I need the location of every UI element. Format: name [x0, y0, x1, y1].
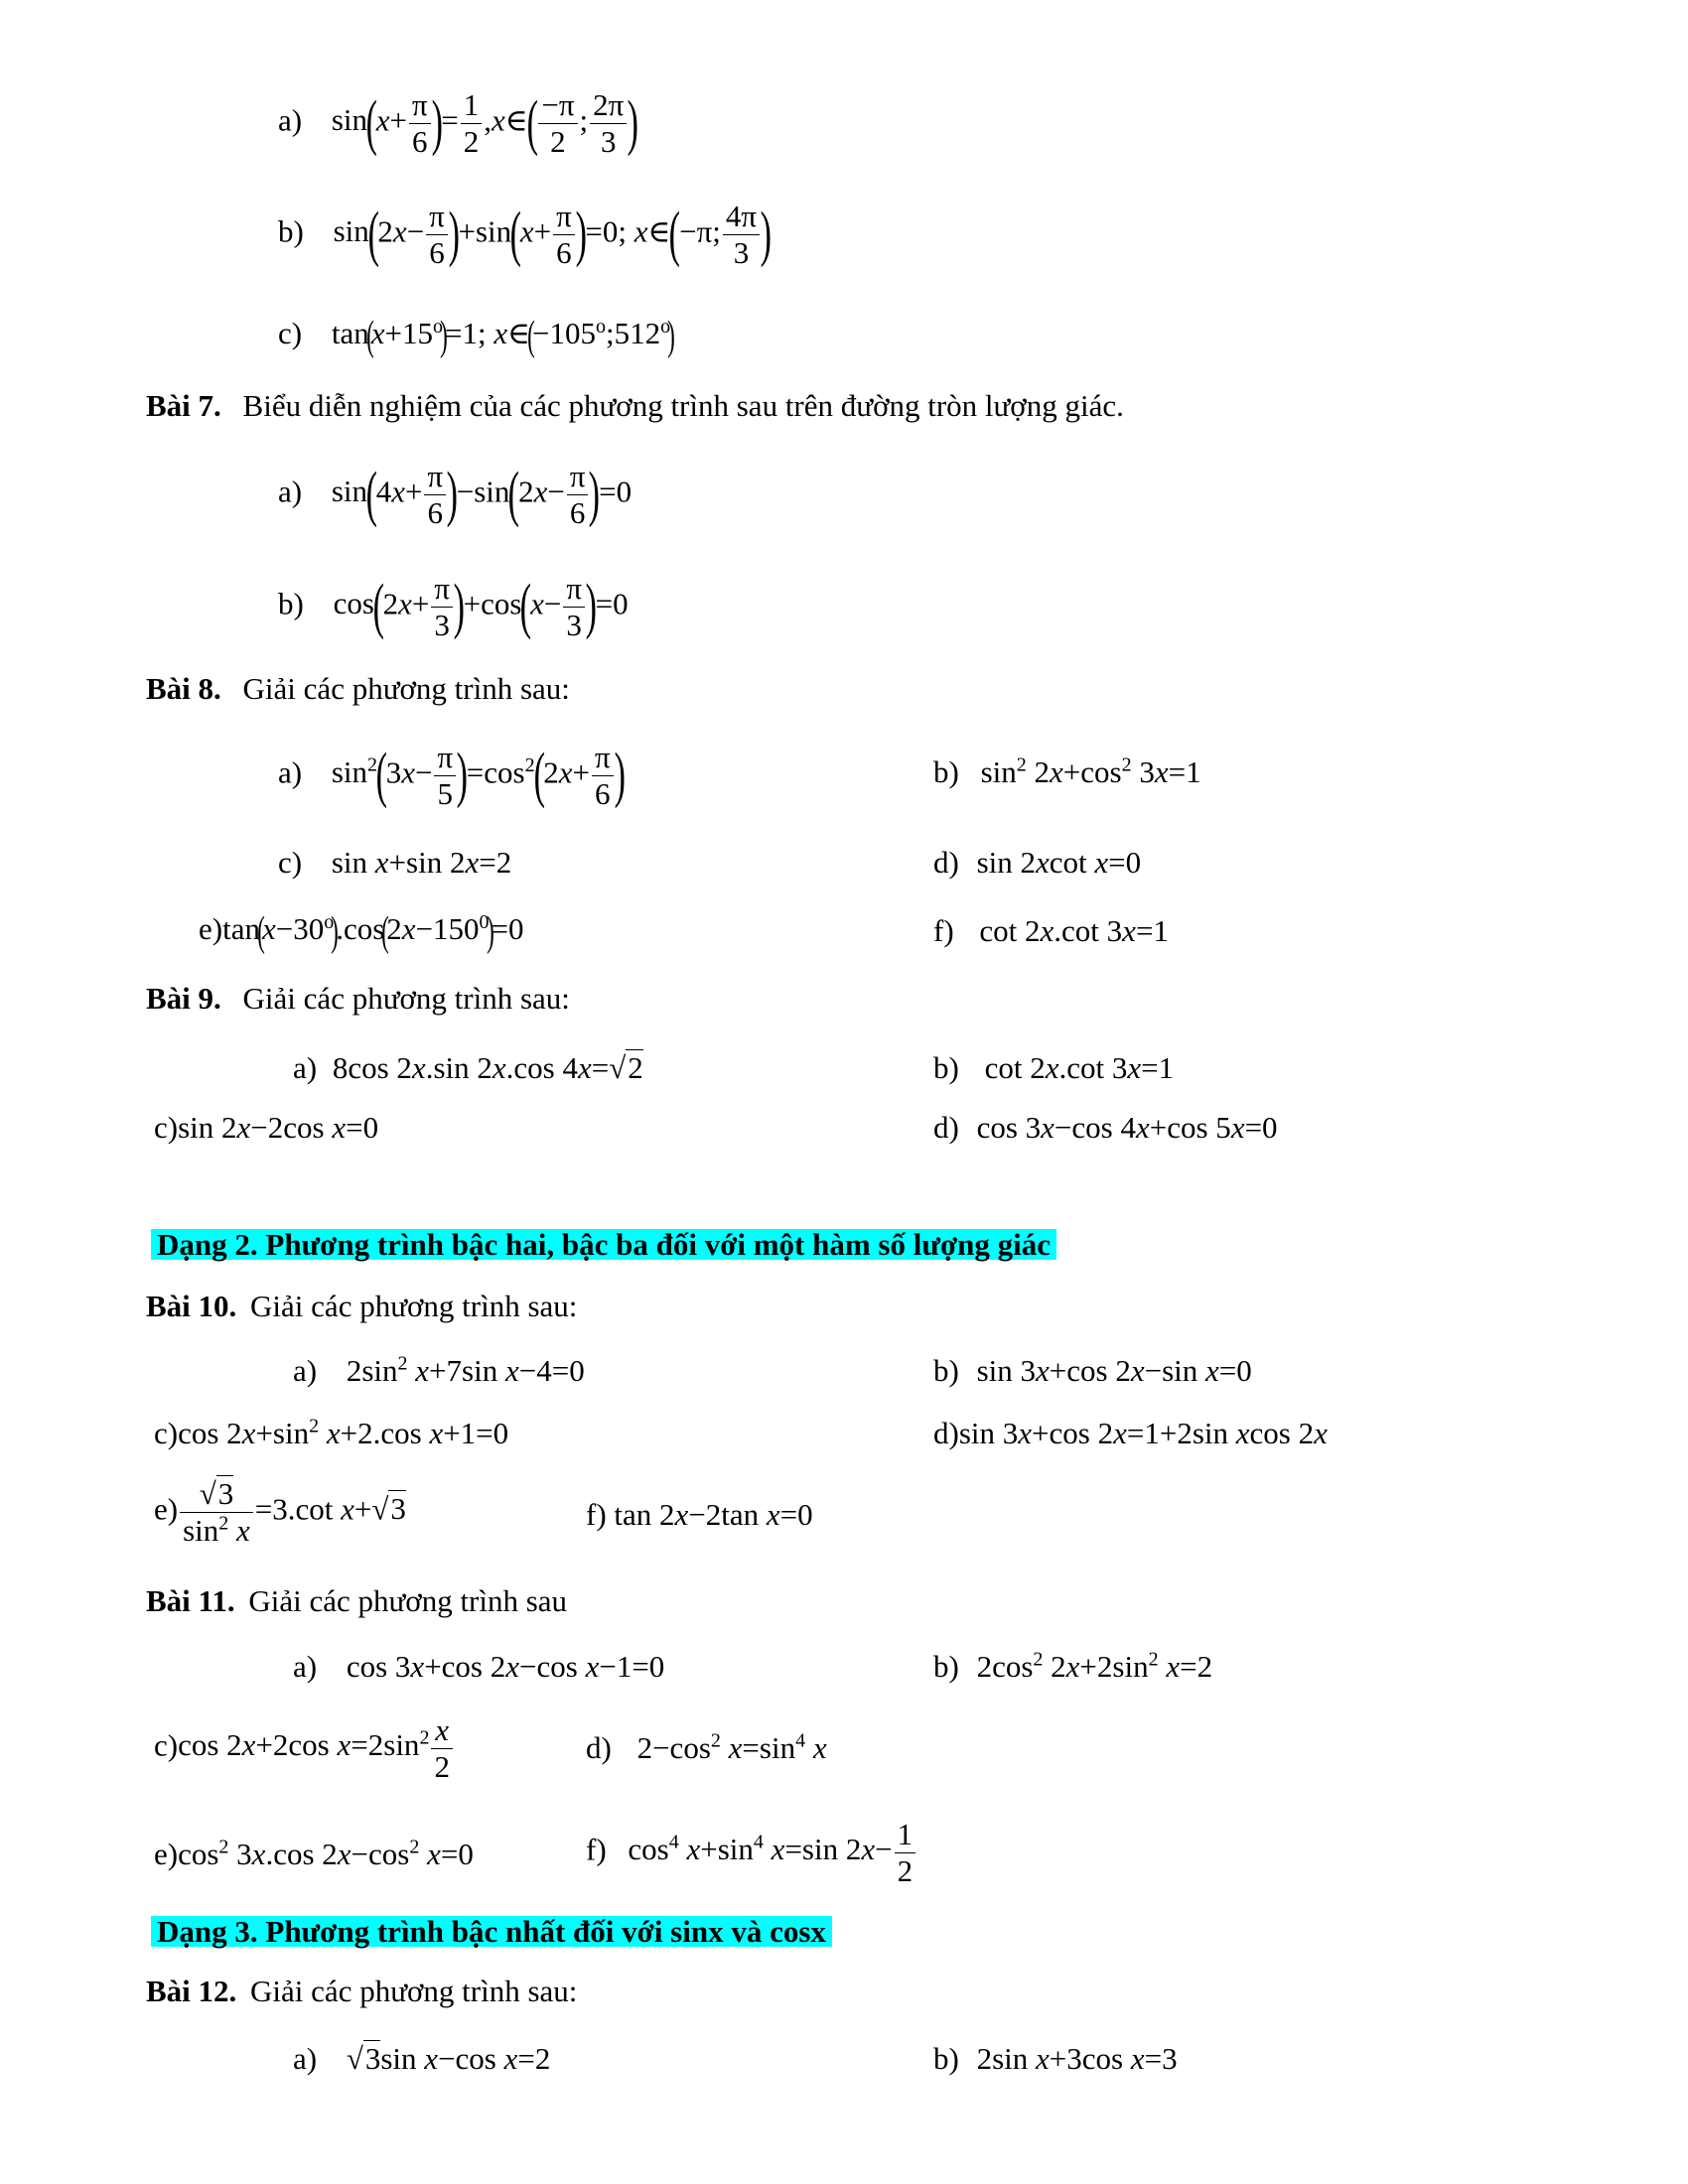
section-dang2 [151, 1229, 1056, 1260]
bai10-f: f) tan 2x−2tan x=0 [586, 1497, 813, 1532]
bai8-c: c) sin x+sin 2x=2 [278, 845, 512, 880]
bai12-b: b) 2sin x+3cos x=3 [933, 2041, 1178, 2076]
bai8-e: $e)\tan(x-30^o).\cos(2x-150^0)=0$ [199, 909, 524, 955]
bai8-d: d) sin 2xcot x=0 [933, 845, 1142, 880]
bai12-a: a) √3sin x−cos x=2 [293, 2041, 551, 2076]
bai11-c: c)cos 2x+2cos $x=2\sin^2$ $\frac{x}{2}$ [154, 1712, 455, 1784]
bai7-a: a) sin(4x+ $\frac{\pi}{6}$ )−sin(2x− $\frac{\pi}{6}$ )=0 [278, 459, 633, 530]
problem-c-line: c) $\tan(x+15^o)=1$; $x\in(-105^o;512^o)$ [278, 314, 676, 359]
heading-bai7 [146, 390, 1124, 421]
problem-a-line: a) sin(x+ $\frac{\pi}{6}$ )= $\frac{1}{2}$ ,x∈( $\frac{-\pi}{2}$ ; $\frac{2\pi}{3}$ ) [278, 87, 639, 159]
label: a) [278, 102, 303, 138]
bai11-d: d) $2-\cos^2$ $x=\sin^4$ x [586, 1729, 827, 1765]
section-title: Dạng 2. Phương trình bậc hai, bậc ba đối với một hàm số lượng giác [151, 1229, 1056, 1260]
bai8-b: b) $\sin^2 2x+\cos^2$ 3x=1 [933, 753, 1201, 789]
bai11-e: $e)\cos^2$ 3x.cos $2x-\cos^2$ x=0 [154, 1836, 474, 1871]
bai9-d: d) cos 3x−cos 4x+cos 5x=0 [933, 1110, 1278, 1145]
bai8-a: a) $\sin^2(3x-$ $\frac{\pi}{5}$ )$=\cos^2(2x+$ $\frac{\pi}{6}$ ) [278, 740, 626, 811]
heading-number: Bài 7. [146, 388, 221, 423]
section-dang3 [151, 1916, 832, 1947]
heading-bai10: Bài 10. Giải các phương trình sau: [146, 1289, 578, 1323]
bai9-b: b) cot 2x.cot 3x=1 [933, 1050, 1175, 1085]
heading-bai12: Bài 12. Giải các phương trình sau: [146, 1974, 578, 2008]
bai9-a: a) 8cos 2x.sin 2x.cos 4x=√2 [293, 1050, 643, 1085]
heading-text: Biểu diễn nghiệm của các phương trình sau trên đường tròn lượng giác. [242, 388, 1124, 423]
bai8-f: f) cot 2x.cot 3x=1 [933, 913, 1169, 948]
heading-bai8: Bài 8. Giải các phương trình sau: [146, 671, 570, 706]
section-title: Dạng 3. Phương trình bậc nhất đối với sinx và cosx [151, 1916, 832, 1947]
problem-b-line: b) sin(2x− $\frac{\pi}{6}$ )+sin(x+ $\frac{\pi}{6}$ )=0; x∈(−π; $\frac{4\pi}{3}$ ) [278, 199, 773, 270]
bai11-b: b) $2\cos^2$ $2x+2\sin^2$ x=2 [933, 1648, 1213, 1684]
bai11-a: a) cos 3x+cos 2x−cos x−1=0 [293, 1649, 665, 1684]
label: b) [278, 213, 304, 249]
bai10-d: d)sin 3x+cos 2x=1+2sin xcos 2x [933, 1416, 1328, 1450]
bai10-e: e) $\frac{√3}{\sin^2 x}$ =3.cot x+√3 [154, 1476, 406, 1548]
bai7-b: b) cos(2x+ $\frac{\pi}{3}$ )+cos(x− $\frac{\pi}{3}$ )=0 [278, 571, 629, 642]
bai10-b: b) sin 3x+cos 2x−sin x=0 [933, 1353, 1252, 1388]
heading-bai9: Bài 9. Giải các phương trình sau: [146, 981, 570, 1016]
bai9-c: c)sin 2x−2cos x=0 [154, 1110, 379, 1145]
bai11-f: f) $\cos^4 x+\sin^4$ x=sin 2x− $\frac{1}{2}$ [586, 1817, 917, 1888]
bai10-a: a) $2\sin^2$ x+7sin x−4=0 [293, 1352, 585, 1388]
heading-bai11: Bài 11. Giải các phương trình sau [146, 1583, 568, 1618]
label: c) [278, 316, 303, 351]
bai10-c: c)cos $2x+\sin^2$ x+2.cos x+1=0 [154, 1415, 509, 1450]
